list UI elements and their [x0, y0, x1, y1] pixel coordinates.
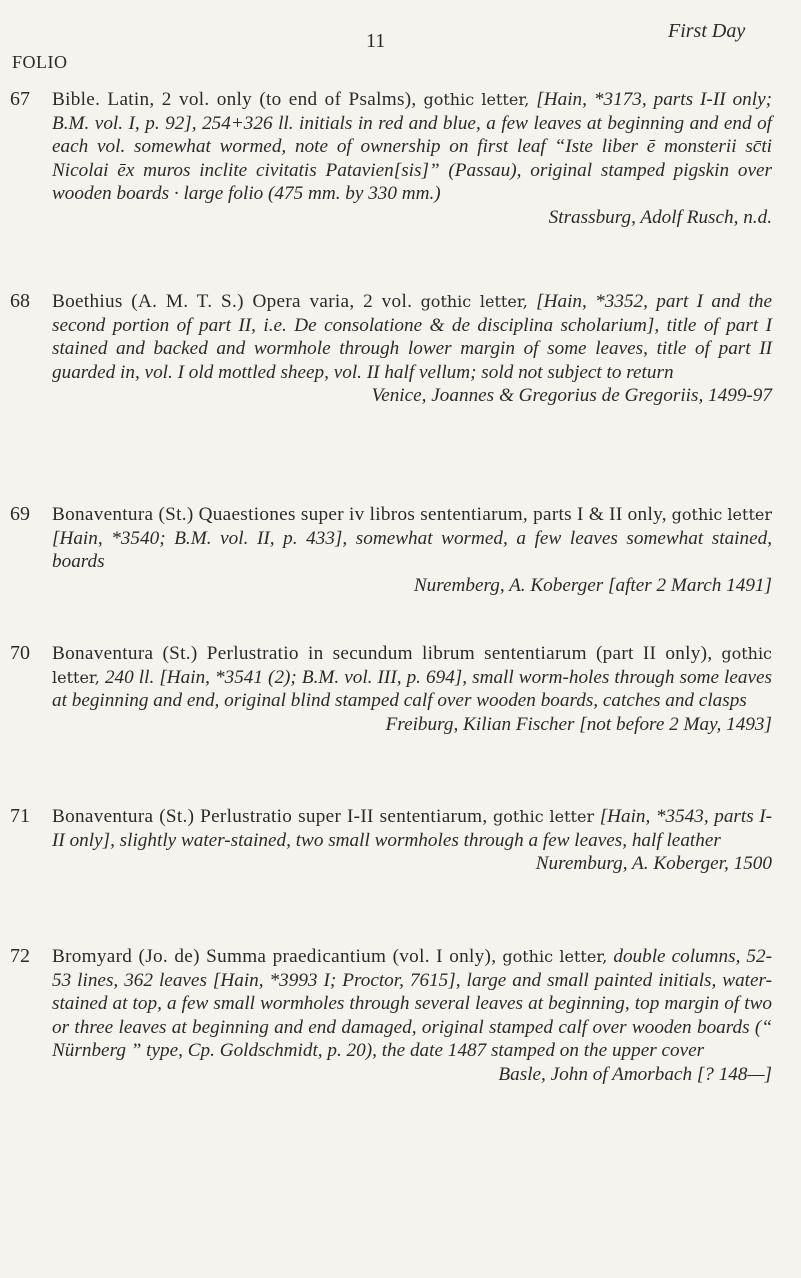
lot-number: 68: [10, 290, 30, 312]
lot-heading: Boethius (A. M. T. S.) Opera varia, 2 vol.: [52, 291, 413, 312]
lot-gothic-note: gothic letter,: [502, 947, 608, 966]
lot-gothic-note: gothic letter: [493, 807, 595, 826]
lot-number: 67: [10, 88, 30, 110]
lot-heading: Bonaventura (St.) Perlustratio in secundum librum sententiarum (part II only),: [52, 643, 713, 664]
lot-body: 240 ll. [Hain, *3541 (2); B.M. vol. III, p. 694], small worm-holes through some leaves at beginning and end, original blind stamped calf over wooden boards, catches and clasps: [52, 666, 772, 711]
lot-description: [52, 805, 772, 876]
lot-heading: Bromyard (Jo. de) Summa praedicantium (vol. I only),: [52, 946, 497, 967]
lot-heading: Bible. Latin, 2 vol. only (to end of Psalms),: [52, 89, 417, 110]
lot-imprint: Basle, John of Amorbach [? 148—]: [498, 1063, 772, 1085]
sale-day: First Day: [668, 20, 746, 42]
lot-body: [Hain, *3540; B.M. vol. II, p. 433], somewhat wormed, a few leaves somewhat stained, boards: [52, 527, 772, 572]
lot-heading: Bonaventura (St.) Quaestiones super iv libros sententiarum, parts I & II only,: [52, 504, 667, 525]
lot-description: [52, 290, 772, 408]
lot-heading: Bonaventura (St.) Perlustratio super I-II sententiarum,: [52, 806, 488, 827]
lot-imprint: Nuremberg, A. Koberger [after 2 March 1491]: [413, 574, 772, 596]
lot-imprint: Freiburg, Kilian Fischer [not before 2 May, 1493]: [385, 713, 772, 735]
lot-number: 72: [10, 945, 30, 967]
lot-number: 69: [10, 503, 30, 525]
lot-imprint: Strassburg, Adolf Rusch, n.d.: [548, 206, 772, 228]
lot-body: [Hain, *3352, part I and the second portion of part II, i.e. De consolatione & de disciplina scholarium], title of part I stained and backed and wormhole through lower margin of some leaves, title of part II guarded in, vol. I old mottled sheep, vol. II half vellum; sold not subject to return: [52, 291, 772, 383]
header-folio: FOLIO: [12, 52, 68, 72]
lot-body: double columns, 52-53 lines, 362 leaves [Hain, *3993 I; Proctor, 7615], large and small painted initials, water-stained at top, a few small wormholes through several leaves at beginning, top margin of two or three leaves at beginning and end damaged, original stamped calf over wooden boards (“ Nürnberg ” type, Cp. Goldschmidt, p. 20), the date 1487 stamped on the upper cover: [52, 946, 772, 1061]
lot-description: [52, 642, 772, 736]
lot-body: [Hain, *3173, parts I-II only; B.M. vol. I, p. 92], 254+326 ll. initials in red and blue, a few leaves at beginning and end of each vol. somewhat wormed, note of ownership on first leaf “Iste liber ē monsterii sc̄ti Nicolai ēx muros inclite civitatis Patavien[sis]” (Passau), original stamped pigskin over wooden boards · large folio (475 mm. by 330 mm.): [52, 89, 772, 204]
page-header: [0, 0, 801, 80]
lot-gothic-note: gothic letter,: [423, 90, 530, 109]
lot-description: [52, 503, 772, 597]
page-number: 11: [366, 30, 386, 52]
lot-number: 70: [10, 642, 30, 664]
lot-gothic-note: gothic letter,: [420, 292, 528, 311]
lot-number: 71: [10, 805, 30, 827]
lot-imprint: Venice, Joannes & Gregorius de Gregoriis, 1499-97: [371, 385, 772, 406]
lot-description: [52, 945, 772, 1086]
lot-gothic-note: gothic letter: [671, 505, 772, 524]
lot-gothic-note: gothic letter,: [52, 644, 773, 687]
lot-imprint: Nuremburg, A. Koberger, 1500: [535, 853, 772, 874]
lot-body: [Hain, *3543, parts I-II only], slightly water-stained, two small wormholes through a few leaves, half leather: [52, 806, 773, 851]
lot-description: [52, 88, 772, 229]
